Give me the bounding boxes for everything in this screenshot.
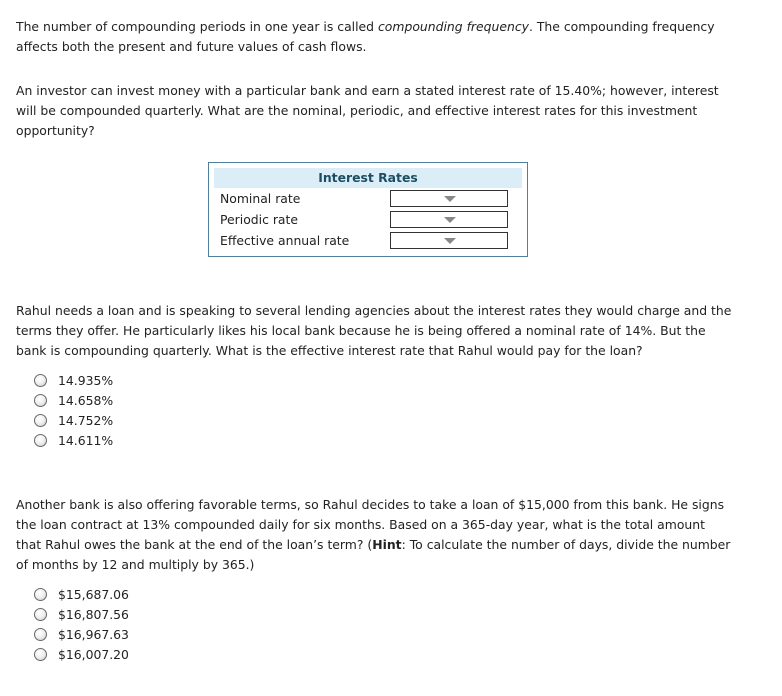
option-label: 14.658%	[58, 393, 114, 408]
hint-label: Hint	[372, 537, 402, 552]
interest-rates-table	[208, 162, 528, 257]
dropdown-arrow-icon	[444, 196, 456, 202]
question3-text-before: Another bank is also offering favorable terms, so Rahul decides to take a loan of $15,000 from this bank. He signs the loan contract at 13% compounded daily for six months. Based on a 365-day year, what is the total amount that Rahul owes the bank at the end of the loan’s term? (	[16, 497, 725, 552]
interest-rates-title: Interest Rates	[214, 168, 522, 188]
question3-text	[16, 495, 734, 575]
nominal-rate-dropdown[interactable]	[390, 190, 508, 207]
effective-rate-dropdown[interactable]	[390, 232, 508, 249]
question2-text: Rahul needs a loan and is speaking to several lending agencies about the interest rates they would charge and the terms they offer. He particularly likes his local bank because he is being offered a nominal rate of 14%. But the bank is compounding quarterly. What is the effective interest rate that Rahul would pay for the loan?	[16, 303, 732, 358]
rate-row-effective	[220, 231, 520, 251]
dropdown-arrow-icon	[444, 238, 456, 244]
option-label: $16,967.63	[58, 627, 129, 642]
question1-text: An investor can invest money with a particular bank and earn a stated interest rate of 15.40%; however, interest will be compounded quarterly. What are the nominal, periodic, and effective interest rates for this investment opportunity?	[16, 83, 719, 138]
radio-button-icon[interactable]	[34, 628, 47, 641]
radio-button-icon[interactable]	[34, 414, 47, 427]
radio-button-icon[interactable]	[34, 648, 47, 661]
nominal-rate-label: Nominal rate	[220, 191, 301, 206]
intro-term: compounding frequency	[377, 19, 529, 34]
question3-text-after: : To calculate the number of days, divide the number of months by 12 and multiply by 365.)	[16, 537, 731, 572]
option-label: $16,807.56	[58, 607, 129, 622]
dropdown-arrow-icon	[444, 217, 456, 223]
option-label: 14.611%	[58, 433, 114, 448]
option-label: $15,687.06	[58, 587, 129, 602]
radio-button-icon[interactable]	[34, 374, 47, 387]
intro-text-before: The number of compounding periods in one year is called	[16, 19, 378, 34]
periodic-rate-dropdown[interactable]	[390, 211, 508, 228]
effective-rate-label: Effective annual rate	[220, 233, 350, 248]
radio-button-icon[interactable]	[34, 588, 47, 601]
rate-row-periodic	[220, 210, 520, 230]
intro-text-after: . The compounding frequency affects both the present and future values of cash flows.	[16, 19, 715, 54]
option-label: 14.935%	[58, 373, 114, 388]
radio-button-icon[interactable]	[34, 434, 47, 447]
radio-button-icon[interactable]	[34, 394, 47, 407]
rate-row-nominal	[220, 189, 520, 209]
periodic-rate-label: Periodic rate	[220, 212, 298, 227]
option-label: $16,007.20	[58, 647, 129, 662]
intro-paragraph	[16, 17, 734, 57]
radio-button-icon[interactable]	[34, 608, 47, 621]
option-label: 14.752%	[58, 413, 114, 428]
